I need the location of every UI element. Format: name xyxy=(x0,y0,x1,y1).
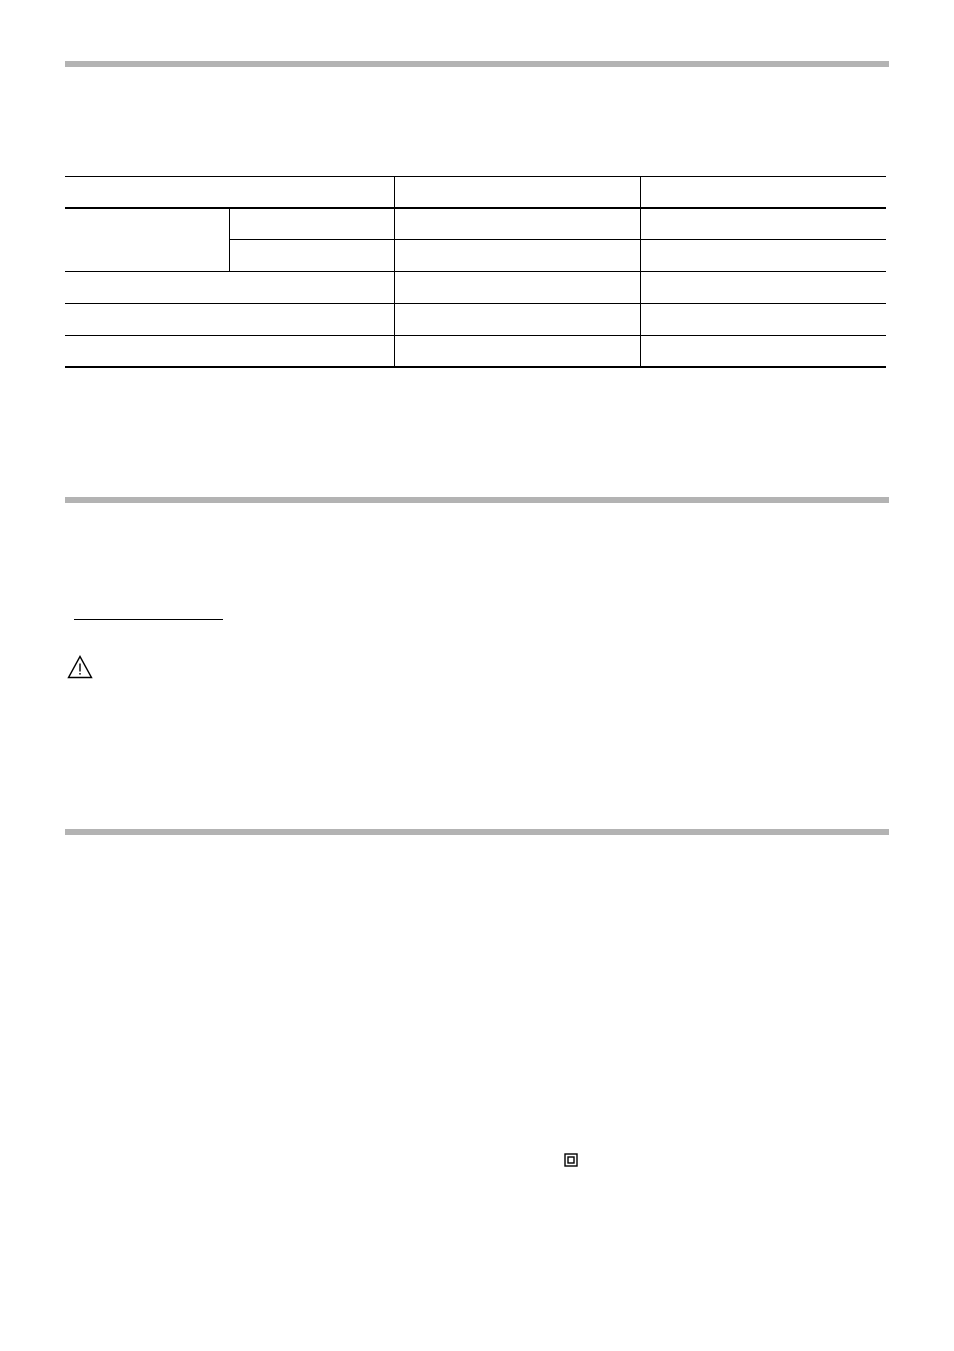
heading-underline xyxy=(74,619,223,620)
spec-table xyxy=(0,0,954,400)
table-header-separator xyxy=(65,207,886,209)
table-bottom-border xyxy=(65,366,886,368)
table-column-divider xyxy=(640,176,641,367)
table-top-border xyxy=(65,176,886,177)
table-row-separator xyxy=(229,239,886,240)
table-row-separator xyxy=(65,303,886,304)
table-column-divider xyxy=(229,208,230,271)
section-rule-middle xyxy=(65,497,889,503)
double-insulation-icon xyxy=(564,1153,578,1167)
table-row-separator xyxy=(65,271,886,272)
section-rule-bottom xyxy=(65,829,889,835)
table-row-separator xyxy=(65,335,886,336)
warning-triangle-icon xyxy=(67,655,93,679)
table-column-divider xyxy=(394,176,395,367)
